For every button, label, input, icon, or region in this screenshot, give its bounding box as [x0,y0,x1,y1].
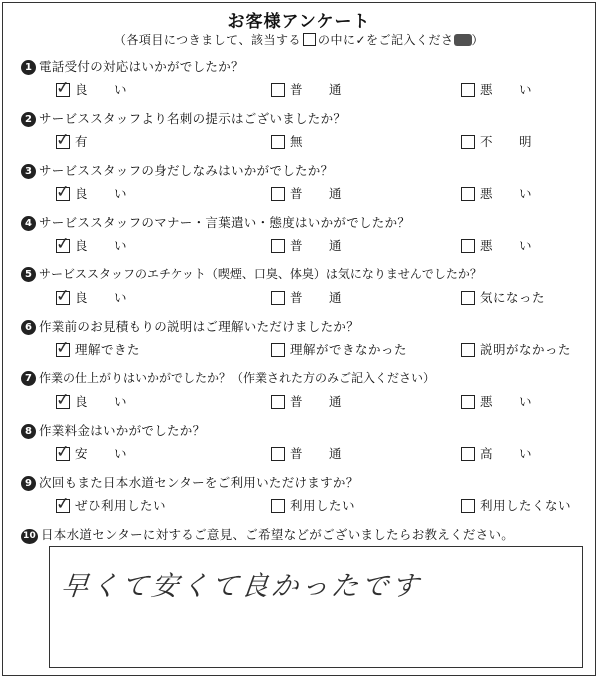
question-3 [21,161,585,213]
checkbox[interactable] [54,233,72,255]
question-text: 作業前のお見積もりの説明はご理解いただけましたか？ [39,319,360,334]
checkbox[interactable] [54,129,72,151]
checkbox[interactable] [461,187,475,201]
sample-check-icon: ✓ [355,33,367,47]
option-no[interactable]: 無 [271,132,303,152]
option-bad[interactable]: 悪 い [461,236,532,256]
question-text: 次回もまた日本水道センターをご利用いただけますか？ [39,475,359,490]
instruction-middle: の中に [317,33,356,47]
checkbox[interactable] [271,447,285,461]
check-mark-icon: ✓ [54,77,72,99]
question-number: 1 [21,60,36,75]
option-average[interactable]: 普 通 [271,392,342,412]
checkbox[interactable] [271,499,285,513]
question-9 [21,473,585,525]
survey-sheet [2,2,596,676]
question-number: 3 [21,164,36,179]
option-average[interactable]: 普 通 [271,444,342,464]
question-10 [21,525,514,544]
comment-textarea[interactable] [49,546,583,668]
check-mark-icon: ✓ [54,389,72,411]
checkbox[interactable] [271,343,285,357]
check-mark-icon: ✓ [54,493,72,515]
handwritten-text: 早くて安くて良かったです [60,571,423,602]
option-good[interactable]: ✓ 良 い [54,233,128,255]
option-average[interactable]: 普 通 [271,236,342,256]
check-mark-icon: ✓ [54,129,72,151]
checkbox[interactable] [271,83,285,97]
instruction-suffix: をご記入くださ [366,33,454,47]
checkbox[interactable] [54,441,72,463]
check-mark-icon: ✓ [54,337,72,359]
question-number: 9 [21,476,36,491]
question-2 [21,109,585,161]
question-text: サービススタッフより名刺の提示はございましたか？ [39,111,347,126]
checkbox[interactable] [54,181,72,203]
question-number: 10 [21,529,38,544]
question-text: 作業の仕上がりはいかがでしたか？（作業された方のみご記入ください） [39,371,436,385]
question-8 [21,421,585,473]
instruction-end: ） [471,33,485,47]
question-4 [21,213,585,265]
check-mark-icon: ✓ [54,441,72,463]
option-good[interactable]: ✓ 良 い [54,285,128,307]
question-number: 6 [21,320,36,335]
option-bad[interactable]: 悪 い [461,392,532,412]
checkbox[interactable] [461,291,475,305]
handwritten-comment [60,561,440,609]
check-mark-icon: ✓ [54,181,72,203]
sample-box-icon [303,33,316,46]
checkbox[interactable] [54,77,72,99]
question-number: 4 [21,216,36,231]
question-text: 電話受付の対応はいかがでしたか？ [39,59,244,74]
checkbox[interactable] [54,285,72,307]
question-7 [21,369,585,421]
check-mark-icon: ✓ [54,233,72,255]
question-1 [21,57,585,109]
option-average[interactable]: 普 通 [271,288,342,308]
survey-title: お客様アンケート [227,12,371,32]
checkbox[interactable] [271,135,285,149]
option-definitely[interactable]: ✓ ぜひ利用したい [54,493,167,515]
check-mark-icon: ✓ [54,285,72,307]
option-would-not-use[interactable]: 利用したくない [461,496,571,516]
instruction-prefix: （各項目につきまして、該当する [113,33,301,47]
question-text: サービススタッフのエチケット（喫煙、口臭、体臭）は気になりませんでしたか？ [39,267,482,281]
option-would-use[interactable]: 利用したい [271,496,355,516]
checkbox[interactable] [54,389,72,411]
question-number: 2 [21,112,36,127]
checkbox[interactable] [461,395,475,409]
checkbox[interactable] [271,291,285,305]
option-cheap[interactable]: ✓ 安 い [54,441,128,463]
checkbox[interactable] [54,337,72,359]
option-bad[interactable]: 悪 い [461,80,532,100]
question-text: サービススタッフのマナー・言葉遣い・態度はいかがでしたか？ [39,215,411,230]
checkbox[interactable] [54,493,72,515]
question-text: 作業料金はいかがでしたか？ [39,423,206,438]
option-unknown[interactable]: 不 明 [461,132,532,152]
checkbox[interactable] [461,239,475,253]
option-bad[interactable]: 悪 い [461,184,532,204]
checkbox[interactable] [461,499,475,513]
checkbox[interactable] [461,83,475,97]
option-good[interactable]: ✓ 良 い [54,181,128,203]
option-average[interactable]: 普 通 [271,80,342,100]
question-text: サービススタッフの身だしなみはいかがでしたか？ [39,163,334,178]
option-not-understood[interactable]: 理解ができなかった [271,340,407,360]
ink-smudge [454,34,472,46]
option-understood[interactable]: ✓ 理解できた [54,337,141,359]
option-no-explanation[interactable]: 説明がなかった [461,340,571,360]
instruction-line [3,31,595,48]
option-good[interactable]: ✓ 良 い [54,77,128,99]
question-number: 7 [21,371,36,386]
option-average[interactable]: 普 通 [271,184,342,204]
option-expensive[interactable]: 高 い [461,444,532,464]
question-5 [21,265,585,317]
checkbox[interactable] [461,343,475,357]
checkbox[interactable] [461,135,475,149]
option-yes[interactable]: ✓ 有 [54,129,89,151]
question-number: 5 [21,267,36,282]
option-good[interactable]: ✓ 良 い [54,389,128,411]
checkbox[interactable] [271,187,285,201]
question-text: 日本水道センターに対するご意見、ご希望などがございましたらお教えください。 [41,527,515,542]
checkbox[interactable] [461,447,475,461]
question-6 [21,317,585,369]
checkbox[interactable] [271,395,285,409]
option-concerned[interactable]: 気になった [461,288,545,308]
question-number: 8 [21,424,36,439]
checkbox[interactable] [271,239,285,253]
